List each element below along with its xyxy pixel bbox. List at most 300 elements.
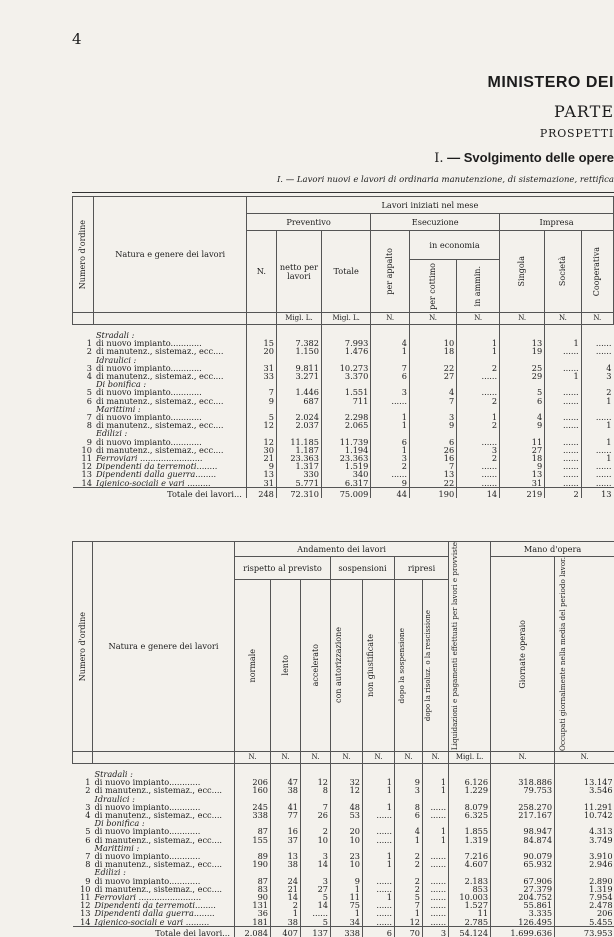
blank-cell [409, 356, 456, 364]
cell-normale: 155 [235, 836, 271, 844]
table-row [73, 803, 614, 811]
blank-cell [457, 405, 500, 413]
total-con_aut: 338 [331, 926, 363, 937]
cell-ammin: ...... [457, 462, 500, 470]
cell-ammin: ...... [457, 438, 500, 446]
blank-cell [371, 331, 410, 339]
total-accelerato: 137 [301, 926, 331, 937]
col-dopo-sospensione: dopo la sospensione [395, 580, 423, 752]
table-row [73, 438, 614, 446]
cell-totale: 711 [321, 397, 370, 405]
cell-con_aut: 75 [331, 901, 363, 909]
blank-cell [73, 819, 93, 827]
blank-cell [363, 770, 395, 778]
cell-totale: 2.298 [321, 413, 370, 421]
cell-con_aut: 1 [331, 909, 363, 917]
cell-dopo_sosp: 2 [395, 885, 423, 893]
blank-cell [500, 331, 545, 339]
total-liquid: 54.124 [449, 926, 491, 937]
table-row [73, 860, 614, 868]
cell-netto: 11.185 [276, 438, 321, 446]
cell-societa: ...... [545, 454, 581, 462]
total-giornate: 1.699.636 [491, 926, 555, 937]
blank-cell [371, 356, 410, 364]
cell-ammin: 2 [457, 364, 500, 372]
cell-con_aut: 12 [331, 786, 363, 794]
blank-cell [423, 819, 449, 827]
cell-normale: 89 [235, 852, 271, 860]
blank-cell [331, 819, 363, 827]
cell-normale: 90 [235, 893, 271, 901]
cell-societa: ...... [545, 413, 581, 421]
cell-non_giust: ...... [363, 901, 395, 909]
cell-normale: 338 [235, 811, 271, 819]
cell-appalto: 1 [371, 413, 410, 421]
cell-singola: 4 [500, 413, 545, 421]
unit-blank [246, 313, 276, 325]
blank-cell [331, 844, 363, 852]
cell-normale: 206 [235, 778, 271, 786]
cell-n: 12 [246, 421, 276, 429]
cell-lento: 13 [271, 852, 301, 860]
unit-n: N. [301, 752, 331, 764]
cell-lento: 21 [271, 885, 301, 893]
cell-dopo_risol: ...... [423, 918, 449, 927]
row-label: di manutenz., sistemaz., ecc.... [94, 347, 246, 355]
cell-cottimo: 7 [409, 397, 456, 405]
cell-giornate: 217.167 [491, 811, 555, 819]
cell-liquid: 1.319 [449, 836, 491, 844]
cell-normale: 87 [235, 827, 271, 835]
row-label: di nuovo impianto............ [94, 364, 246, 372]
cell-singola: 31 [500, 479, 545, 488]
col-natura: Natura e genere dei lavori [93, 542, 235, 752]
table-row [73, 397, 614, 405]
cell-occupati: 2.478 [555, 901, 614, 909]
col-occupati: Occupati giornalmente nella media del periodo lavor. [555, 557, 614, 752]
cell-coop: ...... [581, 339, 613, 347]
cell-n: 7 [246, 388, 276, 396]
col-ammin: in ammin. [457, 260, 500, 313]
blank-cell [321, 380, 370, 388]
blank-cell [246, 380, 276, 388]
row-number: 10 [73, 446, 94, 454]
category-label: Edilizi : [93, 868, 235, 876]
unit-migl: Migl. L. [449, 752, 491, 764]
prospetti-heading: PROSPETTI [540, 127, 614, 140]
cell-ammin: 3 [457, 446, 500, 454]
category-label: Idraulici : [94, 356, 246, 364]
cell-dopo_risol: 1 [423, 836, 449, 844]
blank-cell [246, 405, 276, 413]
cell-n: 15 [246, 339, 276, 347]
blank-cell [491, 844, 555, 852]
blank-cell [457, 380, 500, 388]
cell-appalto: 4 [371, 339, 410, 347]
blank-cell [321, 331, 370, 339]
cell-singola: 29 [500, 372, 545, 380]
row-number: 8 [73, 421, 94, 429]
table-row [73, 901, 614, 909]
unit-migl: Migl. L. [321, 313, 370, 325]
cell-non_giust: 1 [363, 893, 395, 901]
cell-dopo_sosp: 2 [395, 877, 423, 885]
blank-cell [321, 405, 370, 413]
col-normale: normale [235, 580, 271, 752]
blank-cell [235, 795, 271, 803]
cell-occupati: 7.954 [555, 893, 614, 901]
parte-heading: PARTE [554, 102, 614, 121]
blank-cell [363, 795, 395, 803]
blank-cell [73, 380, 94, 388]
blank-cell [246, 429, 276, 437]
cell-liquid: 10.003 [449, 893, 491, 901]
total-occupati: 73.953 [555, 926, 614, 937]
row-number: 14 [73, 479, 94, 488]
cell-liquid: 1.229 [449, 786, 491, 794]
cell-accelerato: 10 [301, 836, 331, 844]
section-subtitle: I. — Lavori nuovi e lavori di ordinaria manutenzione, di sistemazione, rettifica [277, 175, 614, 185]
row-label: di nuovo impianto............ [94, 339, 246, 347]
cell-n: 9 [246, 397, 276, 405]
blank-cell [409, 331, 456, 339]
cell-n: 13 [246, 470, 276, 478]
cell-dopo_risol: 1 [423, 827, 449, 835]
cell-giornate: 55.861 [491, 901, 555, 909]
cell-giornate: 258.270 [491, 803, 555, 811]
group-economia: in economia [409, 231, 499, 260]
table-body [73, 325, 614, 499]
blank-cell [371, 405, 410, 413]
blank-cell [449, 868, 491, 876]
cell-netto: 2.024 [276, 413, 321, 421]
cell-non_giust: ...... [363, 827, 395, 835]
unit-n: N. [423, 752, 449, 764]
cell-coop: 1 [581, 397, 613, 405]
row-label: di manutenz., sistemaz., ecc.... [94, 421, 246, 429]
blank-cell [545, 429, 581, 437]
row-number: 12 [73, 462, 94, 470]
cell-giornate: 204.752 [491, 893, 555, 901]
cell-occupati: 206 [555, 909, 614, 917]
cell-appalto: 3 [371, 454, 410, 462]
blank-cell [409, 405, 456, 413]
blank-cell [371, 380, 410, 388]
cell-non_giust: ...... [363, 877, 395, 885]
row-number: 3 [73, 364, 94, 372]
row-label: Dipendenti dalla guerra........ [94, 470, 246, 478]
section-roman: I. [434, 151, 443, 166]
unit-n: N. [500, 313, 545, 325]
total-totale: 75.009 [321, 487, 370, 498]
cell-occupati: 5.455 [555, 918, 614, 927]
cell-lento: 41 [271, 803, 301, 811]
total-singola: 219 [500, 487, 545, 498]
cell-dopo_sosp: 1 [395, 836, 423, 844]
cell-dopo_risol: ...... [423, 901, 449, 909]
blank-cell [457, 356, 500, 364]
row-number: 9 [73, 877, 93, 885]
total-label: Totale dei lavori... [73, 926, 235, 937]
row-label: di manutenz., sistemaz., ecc.... [93, 786, 235, 794]
cell-lento: 24 [271, 877, 301, 885]
row-number: 3 [73, 803, 93, 811]
blank-cell [371, 429, 410, 437]
blank-cell [73, 429, 94, 437]
col-totale: Totale [321, 231, 370, 313]
cell-societa: ...... [545, 446, 581, 454]
cell-totale: 11.739 [321, 438, 370, 446]
row-label: di manutenz., sistemaz., ecc.... [93, 885, 235, 893]
cell-appalto: 6 [371, 372, 410, 380]
table-row [73, 372, 614, 380]
ministry-heading: MINISTERO DEI [487, 74, 614, 92]
cell-giornate: 318.886 [491, 778, 555, 786]
cell-coop: 1 [581, 438, 613, 446]
category-label: Marittimi : [93, 844, 235, 852]
cell-appalto: 3 [371, 388, 410, 396]
blank-cell [73, 844, 93, 852]
cell-n: 20 [246, 347, 276, 355]
blank-cell [301, 770, 331, 778]
blank-cell [331, 770, 363, 778]
blank-cell [545, 331, 581, 339]
cell-cottimo: 22 [409, 364, 456, 372]
cell-cottimo: 3 [409, 413, 456, 421]
cell-dopo_risol: 1 [423, 786, 449, 794]
row-label: di manutenz., sistemaz., ecc.... [94, 446, 246, 454]
unit-blank [93, 752, 235, 764]
cell-lento: 16 [271, 827, 301, 835]
total-societa: 2 [545, 487, 581, 498]
cell-dopo_sosp: 6 [395, 811, 423, 819]
cell-normale: 36 [235, 909, 271, 917]
blank-cell [449, 770, 491, 778]
total-appalto: 44 [371, 487, 410, 498]
group-preventivo: Preventivo [246, 214, 370, 231]
blank-cell [500, 429, 545, 437]
table-row [73, 852, 614, 860]
table-row [73, 339, 614, 347]
row-label: di nuovo impianto............ [93, 852, 235, 860]
table-row [73, 364, 614, 372]
category-label: Marittimi : [94, 405, 246, 413]
cell-con_aut: 11 [331, 893, 363, 901]
cell-cottimo: 22 [409, 479, 456, 488]
cell-totale: 1.194 [321, 446, 370, 454]
cell-societa: ...... [545, 347, 581, 355]
row-label: di manutenz., sistemaz., ecc.... [93, 811, 235, 819]
cell-lento: 47 [271, 778, 301, 786]
blank-cell [363, 819, 395, 827]
cell-netto: 5.771 [276, 479, 321, 488]
group-lavori-iniziati: Lavori iniziati nel mese [246, 197, 613, 214]
blank-cell [581, 331, 613, 339]
cell-giornate: 79.753 [491, 786, 555, 794]
cell-singola: 13 [500, 339, 545, 347]
cell-totale: 10.273 [321, 364, 370, 372]
cell-coop: ...... [581, 446, 613, 454]
row-label: di manutenz., sistemaz., ecc.... [94, 372, 246, 380]
group-mano-opera: Mano d'opera [491, 542, 614, 557]
blank-cell [271, 819, 301, 827]
blank-cell [491, 868, 555, 876]
cell-appalto: 9 [371, 479, 410, 488]
cell-ammin: 1 [457, 413, 500, 421]
blank-cell [271, 868, 301, 876]
blank-cell [301, 795, 331, 803]
row-label: di nuovo impianto............ [93, 827, 235, 835]
col-dopo-risoluzione: dopo la risoluz. o la rescissione [423, 580, 449, 752]
cell-netto: 1.150 [276, 347, 321, 355]
cell-coop: 1 [581, 421, 613, 429]
category-label: Stradali : [94, 331, 246, 339]
cell-giornate: 3.335 [491, 909, 555, 917]
row-number: 13 [73, 909, 93, 917]
total-row [73, 487, 614, 498]
unit-n: N. [581, 313, 613, 325]
cell-con_aut: 32 [331, 778, 363, 786]
cell-occupati: 3.546 [555, 786, 614, 794]
cell-ammin: ...... [457, 388, 500, 396]
unit-blank [73, 313, 94, 325]
category-label: Idraulici : [93, 795, 235, 803]
blank-cell [545, 356, 581, 364]
blank-cell [491, 795, 555, 803]
row-number: 6 [73, 397, 94, 405]
cell-liquid: 4.607 [449, 860, 491, 868]
cell-n: 31 [246, 479, 276, 488]
cell-normale: 181 [235, 918, 271, 927]
cell-singola: 13 [500, 470, 545, 478]
cell-non_giust: 1 [363, 852, 395, 860]
cell-n: 31 [246, 364, 276, 372]
blank-cell [581, 429, 613, 437]
row-number: 9 [73, 438, 94, 446]
col-con-autorizzazione: con autorizzazione [331, 580, 363, 752]
row-label: Dipendenti da terremoti........ [93, 901, 235, 909]
blank-cell [395, 844, 423, 852]
cell-cottimo: 4 [409, 388, 456, 396]
category-row [73, 356, 614, 364]
page-number: 4 [72, 30, 82, 48]
cell-occupati: 10.742 [555, 811, 614, 819]
table-row [73, 827, 614, 835]
blank-cell [395, 795, 423, 803]
total-dopo_sosp: 70 [395, 926, 423, 937]
cell-coop: 1 [581, 454, 613, 462]
cell-accelerato: 5 [301, 918, 331, 927]
blank-cell [555, 844, 614, 852]
cell-occupati: 2.946 [555, 860, 614, 868]
cell-dopo_risol: ...... [423, 803, 449, 811]
cell-appalto: 2 [371, 462, 410, 470]
cell-lento: 2 [271, 901, 301, 909]
cell-occupati: 3.749 [555, 836, 614, 844]
cell-appalto: ...... [371, 470, 410, 478]
cell-n: 9 [246, 462, 276, 470]
blank-cell [545, 405, 581, 413]
col-numero-ordine: Numero d'ordine [73, 542, 93, 752]
col-appalto: per appalto [371, 231, 410, 313]
cell-liquid: 1.527 [449, 901, 491, 909]
cell-singola: 5 [500, 388, 545, 396]
cell-accelerato: ...... [301, 909, 331, 917]
cell-coop: ...... [581, 347, 613, 355]
table-row [73, 877, 614, 885]
cell-lento: 77 [271, 811, 301, 819]
total-dopo_risol: 3 [423, 926, 449, 937]
blank-cell [545, 380, 581, 388]
row-number: 10 [73, 885, 93, 893]
cell-accelerato: 3 [301, 877, 331, 885]
cell-appalto: 1 [371, 347, 410, 355]
cell-occupati: 1.319 [555, 885, 614, 893]
cell-singola: 9 [500, 421, 545, 429]
cell-societa: ...... [545, 388, 581, 396]
table-row [73, 347, 614, 355]
blank-cell [457, 331, 500, 339]
cell-netto: 330 [276, 470, 321, 478]
cell-coop: ...... [581, 470, 613, 478]
blank-cell [409, 380, 456, 388]
total-ammin: 14 [457, 487, 500, 498]
cell-lento: 14 [271, 893, 301, 901]
row-number: 11 [73, 454, 94, 462]
col-cottimo: per cottimo [409, 260, 456, 313]
cell-con_aut: 10 [331, 860, 363, 868]
cell-non_giust: ...... [363, 909, 395, 917]
cell-totale: 23.363 [321, 454, 370, 462]
row-number: 7 [73, 413, 94, 421]
category-row [73, 380, 614, 388]
cell-ammin: 2 [457, 454, 500, 462]
cell-singola: 27 [500, 446, 545, 454]
total-label: Totale dei lavori... [73, 487, 247, 498]
blank-cell [276, 380, 321, 388]
cell-cottimo: 18 [409, 347, 456, 355]
cell-dopo_sosp: 4 [395, 827, 423, 835]
unit-n: N. [371, 313, 410, 325]
blank-cell [276, 356, 321, 364]
cell-giornate: 67.906 [491, 877, 555, 885]
cell-singola: 18 [500, 454, 545, 462]
table-row [73, 811, 614, 819]
row-number: 5 [73, 388, 94, 396]
blank-cell [276, 331, 321, 339]
cell-societa: 1 [545, 339, 581, 347]
total-cottimo: 190 [409, 487, 456, 498]
cell-con_aut: 23 [331, 852, 363, 860]
cell-ammin: 2 [457, 397, 500, 405]
section-title-text: — Svolgimento delle opere [447, 150, 614, 165]
table-row [73, 470, 614, 478]
cell-cottimo: 7 [409, 462, 456, 470]
cell-occupati: 3.910 [555, 852, 614, 860]
cell-accelerato: 12 [301, 778, 331, 786]
category-row [73, 429, 614, 437]
blank-cell [500, 356, 545, 364]
table-row [73, 909, 614, 917]
row-number: 14 [73, 918, 93, 927]
cell-societa: ...... [545, 470, 581, 478]
cell-dopo_sosp: 3 [395, 786, 423, 794]
cell-con_aut: 20 [331, 827, 363, 835]
cell-dopo_risol: ...... [423, 893, 449, 901]
cell-cottimo: 26 [409, 446, 456, 454]
total-row [73, 926, 614, 937]
blank-cell [73, 868, 93, 876]
